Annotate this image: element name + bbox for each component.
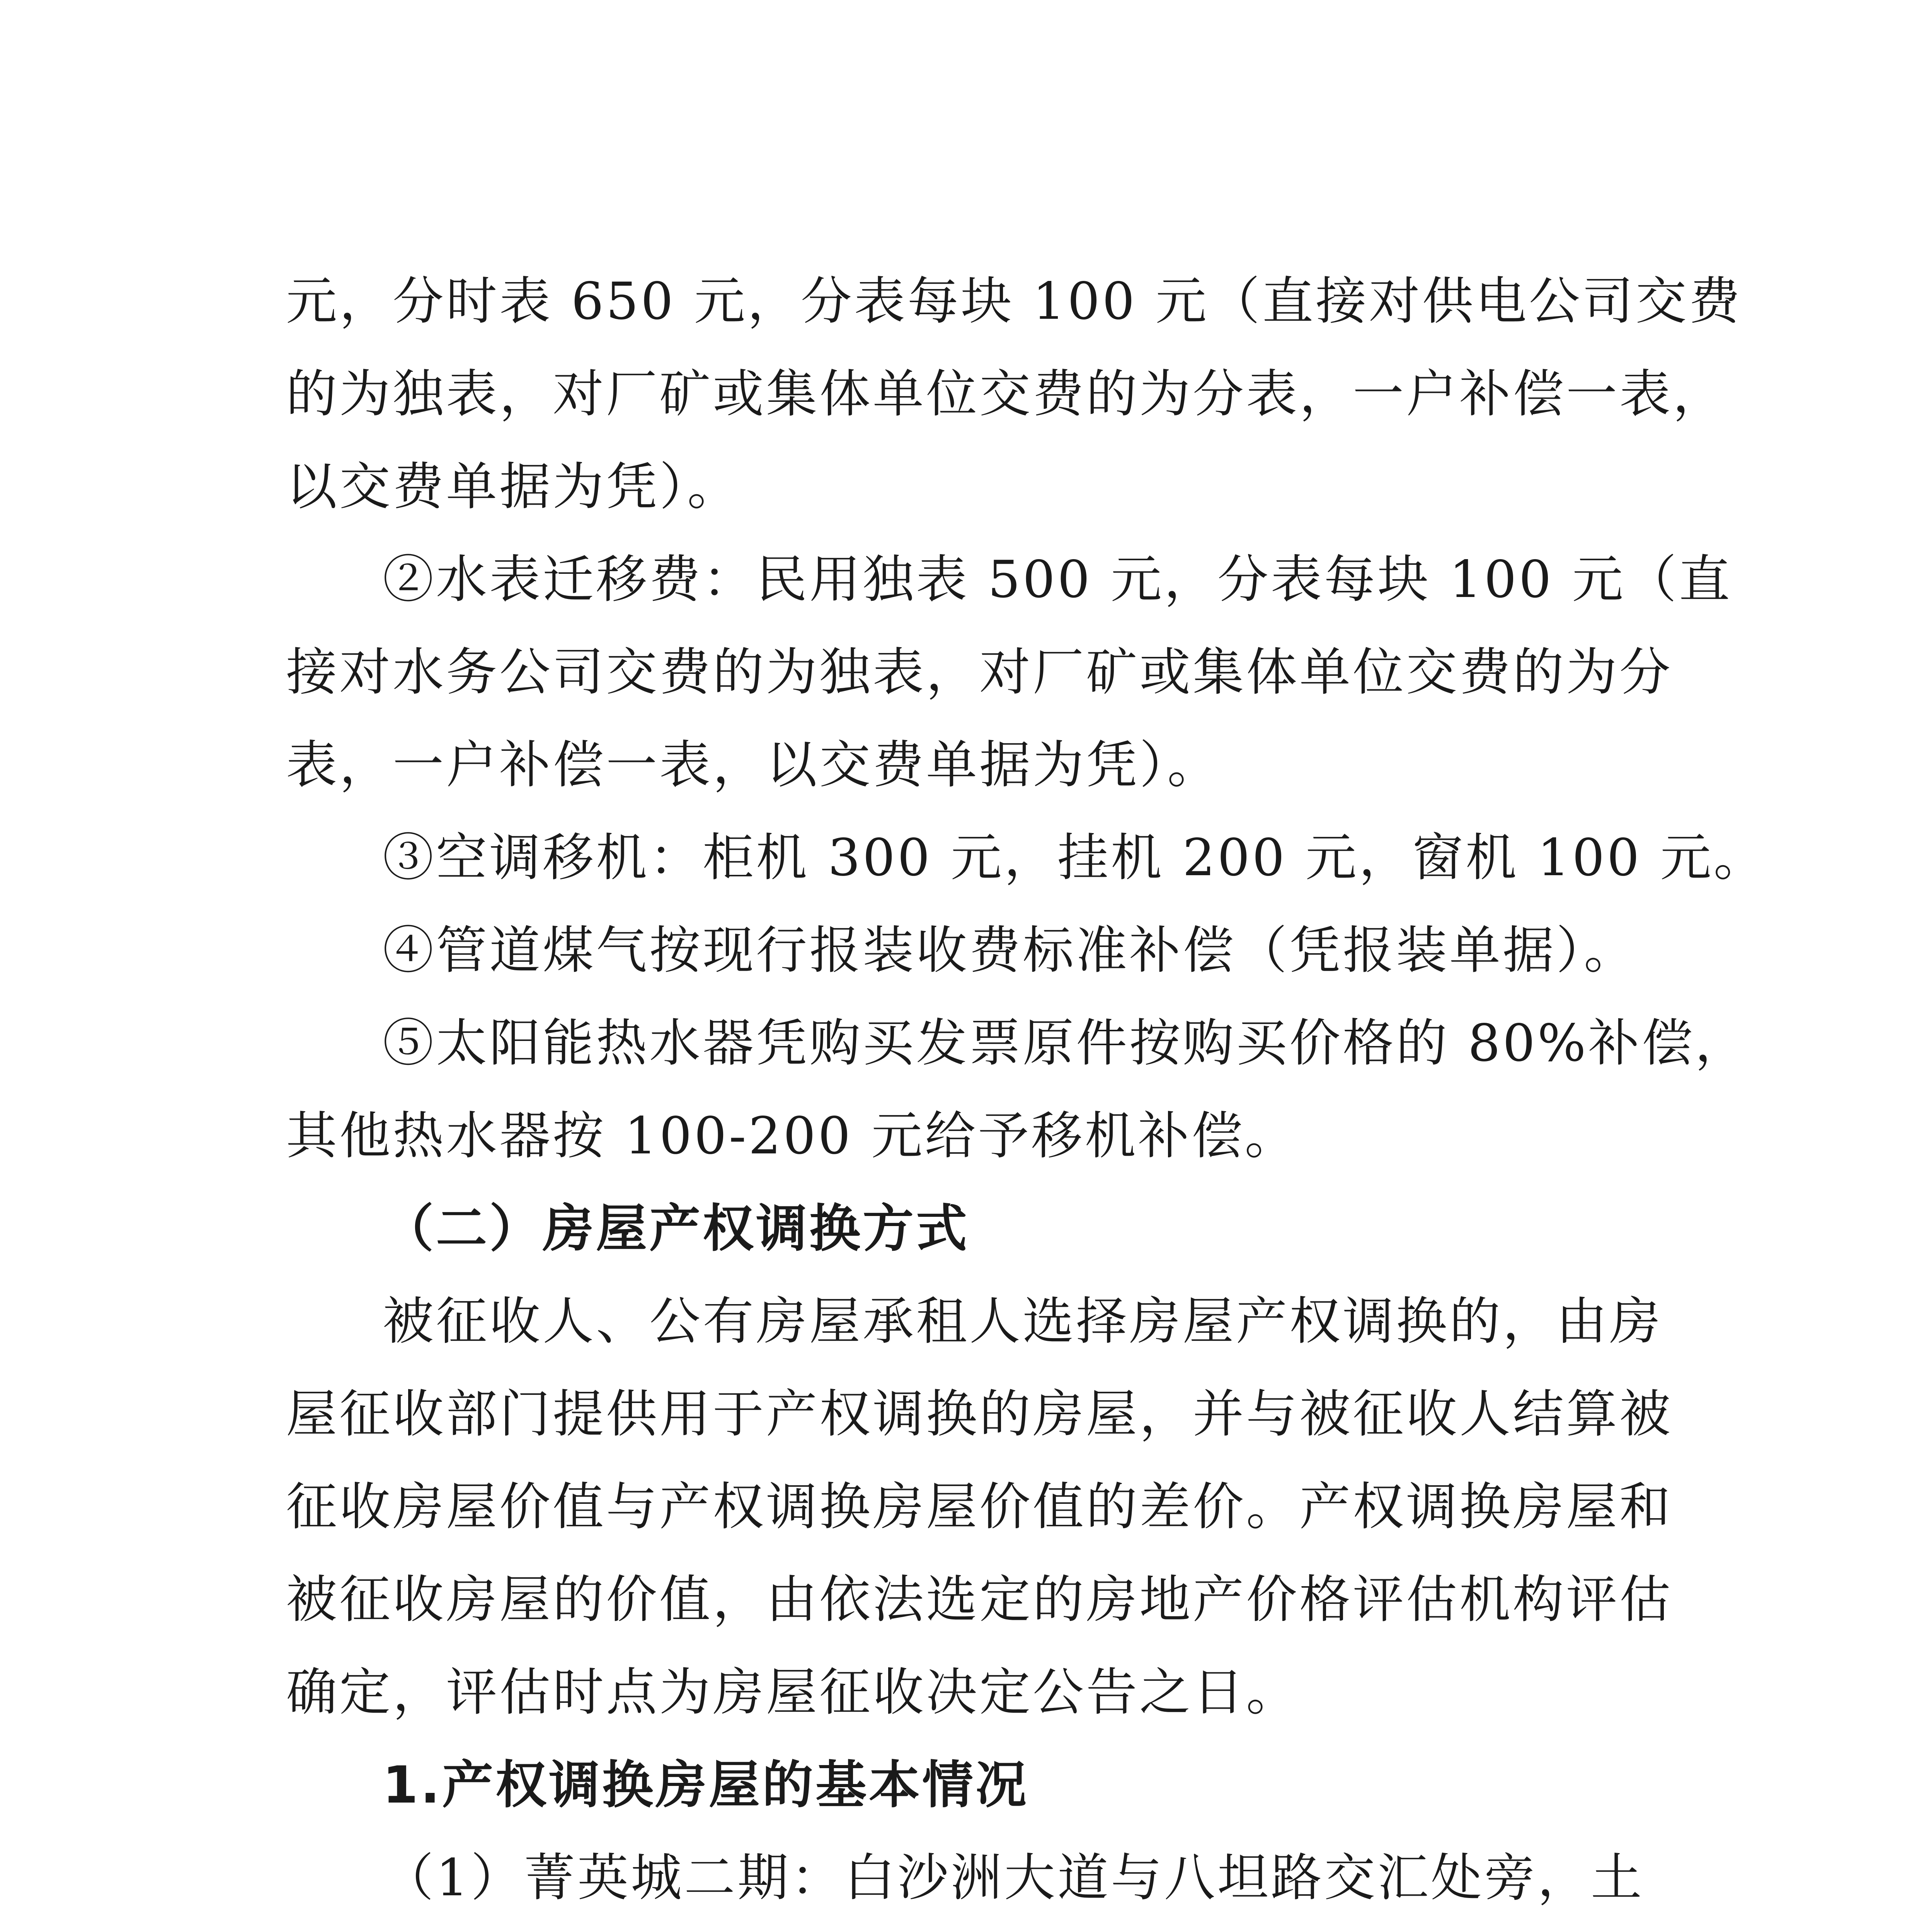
text-line: 被征收人、公有房屋承租人选择房屋产权调换的，由房 — [383, 1292, 1663, 1351]
text-line: ⑤太阳能热水器凭购买发票原件按购买价格的 80%补偿， — [383, 1014, 1748, 1073]
text-line: ④管道煤气按现行报装收费标准补偿（凭报装单据）。 — [383, 921, 1637, 980]
text-line: 屋征收部门提供用于产权调换的房屋，并与被征收人结算被 — [286, 1384, 1673, 1444]
subsection-heading: 1.产权调换房屋的基本情况 — [383, 1755, 1029, 1815]
text-line: 确定，评估时点为房屋征收决定公告之日。 — [286, 1663, 1299, 1722]
text-line: 其他热水器按 100-200 元给予移机补偿。 — [286, 1106, 1298, 1166]
text-line: 的为独表，对厂矿或集体单位交费的为分表，一户补偿一表， — [286, 364, 1726, 424]
text-line: ②水表迁移费：民用独表 500 元，分表每块 100 元（直 — [383, 550, 1732, 609]
section-heading: （二）房屋产权调换方式 — [383, 1199, 969, 1259]
text-line: ③空调移机：柜机 300 元，挂机 200 元，窗机 100 元。 — [383, 828, 1767, 888]
text-line: 接对水务公司交费的为独表，对厂矿或集体单位交费的为分 — [286, 643, 1673, 702]
text-line: 元，分时表 650 元，分表每块 100 元（直接对供电公司交费 — [286, 272, 1742, 331]
text-line: 被征收房屋的价值，由依法选定的房地产价格评估机构评估 — [286, 1570, 1673, 1629]
text-line: （1）菁英城二期：白沙洲大道与八坦路交汇处旁，土 — [383, 1848, 1644, 1908]
text-line: 征收房屋价值与产权调换房屋价值的差价。产权调换房屋和 — [286, 1477, 1673, 1537]
text-line: 表，一户补偿一表，以交费单据为凭）。 — [286, 735, 1221, 795]
text-line: 以交费单据为凭）。 — [286, 457, 741, 517]
